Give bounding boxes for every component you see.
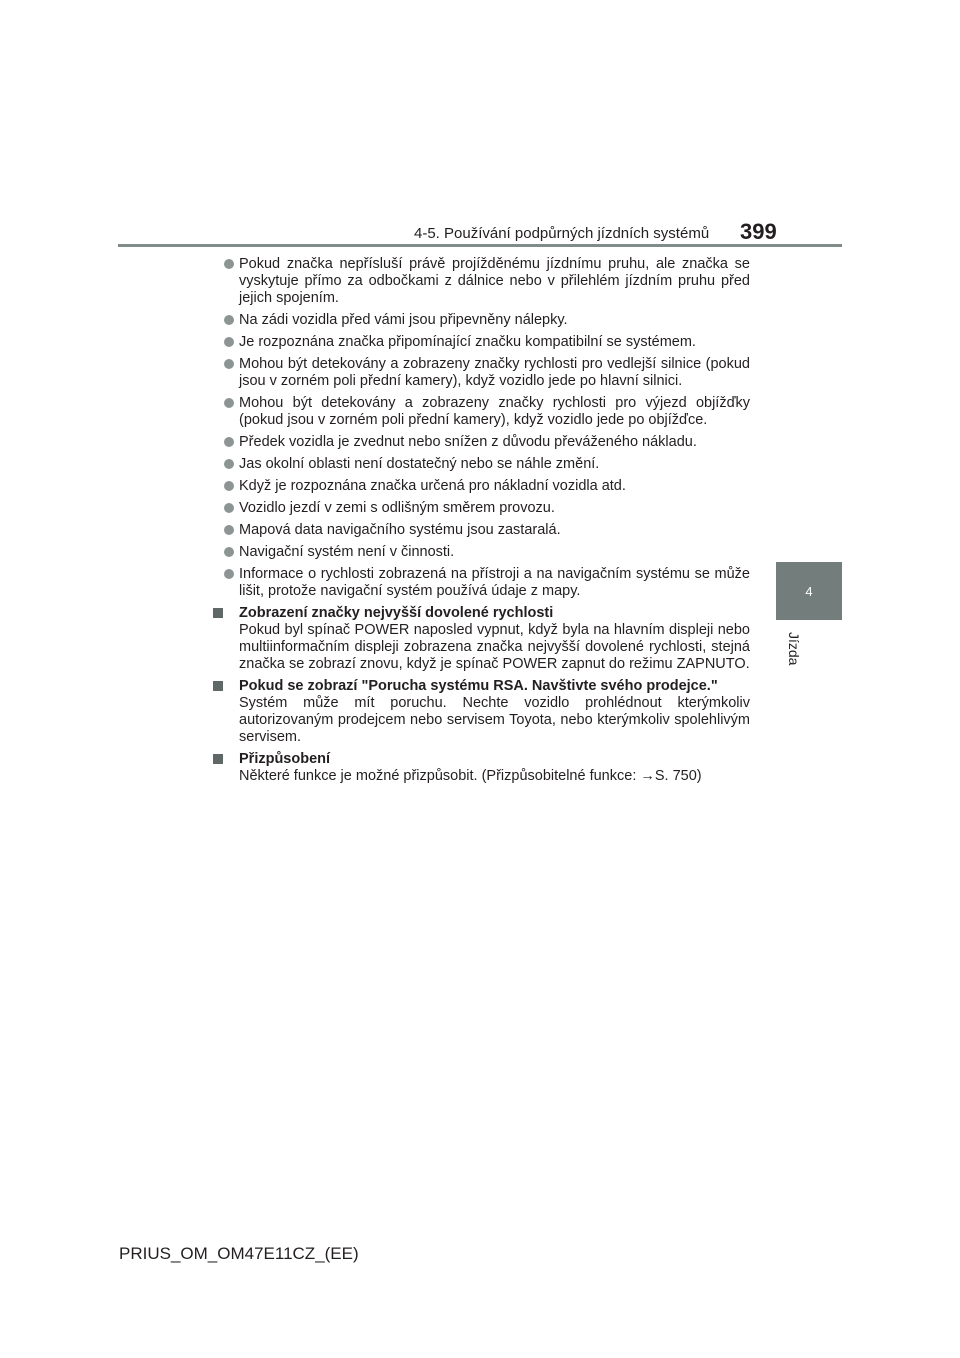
list-item [222, 500, 750, 517]
list-item [222, 544, 750, 561]
list-item [222, 356, 750, 390]
page-number: 399 [740, 219, 777, 244]
section-heading: Zobrazení značky nejvyšší dovolené rychlosti [222, 605, 750, 622]
section-heading: Pokud se zobrazí "Porucha systému RSA. Navštivte svého prodejce." [222, 678, 750, 695]
section-body: Některé funkce je možné přizpůsobit. (Přizpůsobitelné funkce: →S. 750) [239, 768, 702, 784]
list-item [222, 566, 750, 600]
list-item [222, 434, 750, 451]
square-marker-icon [213, 608, 223, 618]
section-heading: Přizpůsobení [222, 751, 750, 768]
bullet-dot-icon [224, 337, 234, 347]
list-item-text: Předek vozidla je zvednut nebo snížen z důvodu převáženého nákladu. [239, 434, 697, 450]
list-item-text: Jas okolní oblasti není dostatečný nebo se náhle změní. [239, 456, 600, 472]
list-item-text: Je rozpoznána značka připomínající značku kompatibilní se systémem. [239, 334, 696, 350]
chapter-tab-label: Jízda [786, 632, 802, 666]
bullet-dot-icon [224, 525, 234, 535]
section-body: Pokud byl spínač POWER naposled vypnut, když byla na hlavním displeji nebo multiinformačním displeji zobrazena značka nejvyšší dovolené rychlosti, stejná značka se zobrazí znovu, když je spínač POWER zapnut do režimu ZAPNUTO. [239, 622, 750, 672]
bullet-dot-icon [224, 569, 234, 579]
square-marker-icon [213, 681, 223, 691]
list-item-text: Mapová data navigačního systému jsou zastaralá. [239, 522, 561, 538]
page-content [222, 256, 750, 790]
section-customization [222, 751, 750, 785]
list-item-text: Informace o rychlosti zobrazená na přístroji a na navigačním systému se může lišit, protože navigační systém používá údaje z mapy. [239, 566, 750, 599]
list-item-text: Na zádi vozidla před vámi jsou připevněny nálepky. [239, 312, 568, 328]
document-code: PRIUS_OM_OM47E11CZ_(EE) [119, 1244, 359, 1263]
chapter-number: 4 [805, 583, 813, 599]
list-item [222, 456, 750, 473]
square-marker-icon [213, 754, 223, 764]
bullet-dot-icon [224, 547, 234, 557]
list-item [222, 334, 750, 351]
bullet-dot-icon [224, 359, 234, 369]
bullet-dot-icon [224, 481, 234, 491]
section-speed-sign-display [222, 605, 750, 673]
list-item [222, 478, 750, 495]
list-item [222, 256, 750, 307]
list-item-text: Pokud značka nepřísluší právě projížděnému jízdnímu pruhu, ale značka se vyskytuje přímo za odbočkami z dálnice nebo v přilehlém jízdním pruhu před jejich spojením. [239, 256, 750, 306]
bullet-dot-icon [224, 459, 234, 469]
bullet-dot-icon [224, 259, 234, 269]
list-item-text: Když je rozpoznána značka určená pro nákladní vozidla atd. [239, 478, 626, 494]
list-item-text: Mohou být detekovány a zobrazeny značky rychlosti pro vedlejší silnice (pokud jsou v zorném poli přední kamery), když vozidlo jede po hlavní silnici. [239, 356, 750, 389]
bullet-dot-icon [224, 315, 234, 325]
list-item [222, 395, 750, 429]
running-header-title: 4-5. Používání podpůrných jízdních systémů [414, 225, 710, 242]
bullet-dot-icon [224, 503, 234, 513]
chapter-tab [776, 562, 842, 620]
header-divider [118, 244, 842, 247]
section-rsa-malfunction [222, 678, 750, 746]
list-item [222, 522, 750, 539]
list-item-text: Navigační systém není v činnosti. [239, 544, 455, 560]
list-item-text: Mohou být detekovány a zobrazeny značky rychlosti pro výjezd objížďky (pokud jsou v zorném poli přední kamery), když vozidlo jede po objížďce. [239, 395, 750, 428]
section-body: Systém může mít poruchu. Nechte vozidlo prohlédnout kterýmkoliv autorizovaným prodejcem nebo servisem Toyota, nebo kterýmkoliv spolehlivým servisem. [239, 695, 750, 745]
bullet-dot-icon [224, 398, 234, 408]
bullet-dot-icon [224, 437, 234, 447]
list-item-text: Vozidlo jezdí v zemi s odlišným směrem provozu. [239, 500, 555, 516]
list-item [222, 312, 750, 329]
